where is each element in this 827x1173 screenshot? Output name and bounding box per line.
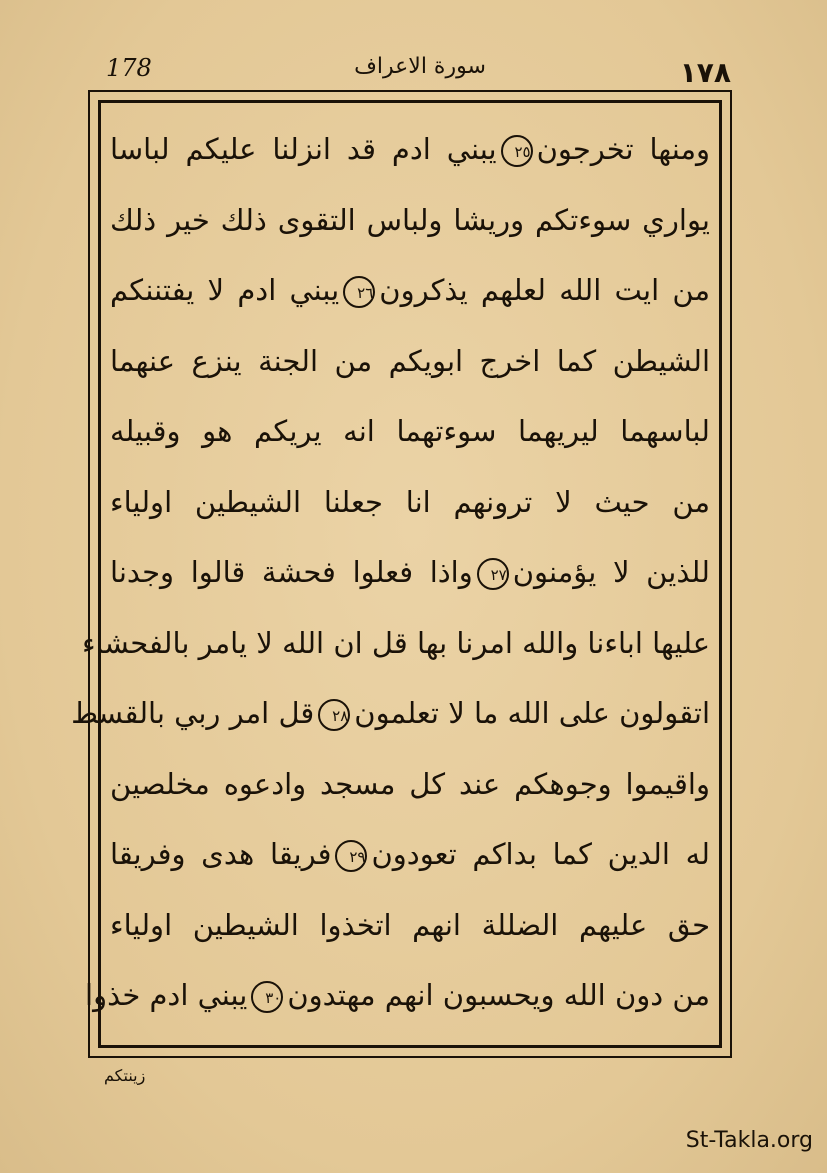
- text-line: [110, 894, 710, 956]
- text-line: [110, 823, 710, 885]
- line-text-after: يبني ادم قد انزلنا عليكم لباسا: [110, 132, 497, 166]
- line-text-before: للذين لا يؤمنون: [512, 555, 710, 589]
- ayah-marker: ٣٠: [251, 981, 283, 1013]
- line-text-before: يواري سوءتكم وريشا ولباس التقوى ذلك خير ذلك: [110, 202, 710, 237]
- text-line: [110, 189, 710, 251]
- line-text-before: واقيموا وجوهكم عند كل مسجد وادعوه مخلصين: [110, 766, 710, 801]
- text-line: [110, 753, 710, 815]
- line-text-after: يبني ادم لا يفتننكم: [110, 273, 340, 307]
- text-line: [81, 612, 710, 674]
- text-line: [110, 400, 710, 462]
- text-line: [110, 541, 710, 603]
- line-text-before: اتقولون على الله ما لا تعلمون: [354, 696, 710, 730]
- line-text-before: لباسهما ليريهما سوءتهما انه يريكم هو وقبيله: [110, 414, 710, 448]
- watermark: St-Takla.org: [685, 1128, 813, 1153]
- sura-title: سورة الاعراف: [354, 54, 486, 79]
- line-text-before: عليها اباءنا والله امرنا بها قل ان الله لا يامر بالفحشاء: [81, 625, 710, 660]
- ayah-marker: ٢٦: [343, 276, 375, 308]
- line-text-before: من ايت الله لعلهم يذكرون: [379, 273, 710, 307]
- text-line: [110, 471, 710, 533]
- page-header: [0, 0, 827, 90]
- line-text-before: حق عليهم الضللة انهم اتخذوا الشيطين اولياء: [110, 907, 710, 942]
- ayah-marker: ٢٨: [318, 699, 350, 731]
- line-text-before: من حيث لا ترونهم انا جعلنا الشيطين اولياء: [110, 484, 710, 519]
- line-text-after: يبني ادم خذوا: [85, 978, 248, 1012]
- text-block: [71, 108, 714, 1040]
- catchword: زينتكم: [104, 1066, 146, 1085]
- ayah-marker: ٢٧: [477, 558, 509, 590]
- page-number-arabic: ١٧٨: [679, 56, 731, 89]
- line-text-before: من دون الله ويحسبون انهم مهتدون: [287, 978, 710, 1012]
- text-line: [110, 118, 710, 180]
- line-text-after: فريقا هدى وفريقا: [110, 837, 332, 871]
- text-line: [71, 682, 710, 744]
- line-text-before: له الدين كما بداكم تعودون: [371, 837, 710, 871]
- text-line: [110, 259, 710, 321]
- page-number-latin: 178: [106, 54, 152, 82]
- text-line: [85, 964, 710, 1026]
- line-text-before: الشيطن كما اخرج ابويكم من الجنة ينزع عنهما: [110, 343, 710, 378]
- text-line: [110, 330, 710, 392]
- line-text-after: قل امر ربي بالقسط: [71, 696, 315, 730]
- ayah-marker: ٢٥: [501, 135, 533, 167]
- line-text-before: ومنها تخرجون: [536, 132, 710, 166]
- ayah-marker: ٢٩: [335, 840, 367, 872]
- line-text-after: واذا فعلوا فحشة قالوا وجدنا: [110, 555, 473, 589]
